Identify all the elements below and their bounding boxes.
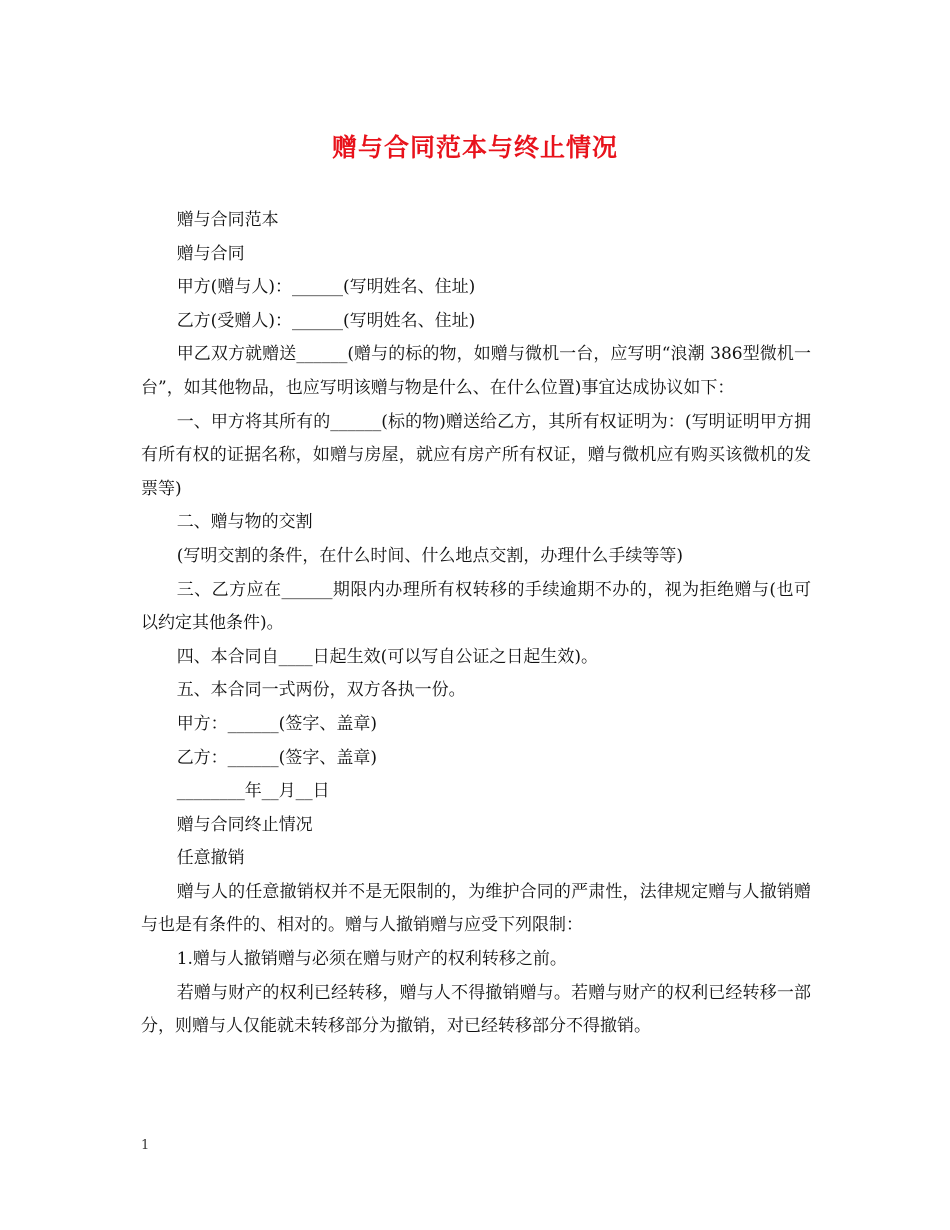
document-body xyxy=(141,204,811,1044)
paragraph-sign-party-b: 乙方：______(签字、盖章) xyxy=(176,747,377,768)
paragraph-clause-2-heading: 二、赠与物的交割 xyxy=(176,512,313,533)
paragraph-revocation-body: 赠与人的任意撤销权并不是无限制的，为维护合同的严肃性，法律规定赠与人撤销赠与也是有条件的、相对的。赠与人撤销赠与应受下列限制： xyxy=(141,881,811,936)
document-title: 赠与合同范本与终止情况 xyxy=(331,133,618,162)
paragraph-sign-party-a: 甲方：______(签字、盖章) xyxy=(176,713,377,734)
paragraph-revocation-heading: 任意撤销 xyxy=(176,848,245,869)
paragraph-restriction-1: 1.赠与人撤销赠与必须在赠与财产的权利转移之前。 xyxy=(176,949,567,970)
paragraph-contract-heading: 赠与合同 xyxy=(176,243,245,264)
paragraph-clause-4: 四、本合同自____日起生效(可以写自公证之日起生效)。 xyxy=(176,646,598,667)
paragraph-party-a: 甲方(赠与人)：______(写明姓名、住址) xyxy=(176,277,476,298)
paragraph-restriction-1-detail: 若赠与财产的权利已经转移，赠与人不得撤销赠与。若赠与财产的权利已经转移一部分，则赠与人仅能就未转移部分为撤销，对已经转移部分不得撤销。 xyxy=(141,982,811,1037)
paragraph-clause-5: 五、本合同一式两份，双方各执一份。 xyxy=(176,680,466,701)
paragraph-clause-1: 一、甲方将其所有的______(标的物)赠送给乙方，其所有权证明为：(写明证明甲方拥有所有权的证据名称，如赠与房屋，就应有房产所有权证，赠与微机应有购买该微机的发票等) xyxy=(141,411,811,499)
paragraph-termination-heading: 赠与合同终止情况 xyxy=(176,814,313,835)
paragraph-template-heading: 赠与合同范本 xyxy=(176,210,279,230)
paragraph-date-line: ________年__月__日 xyxy=(176,781,330,802)
paragraph-clause-2-body: (写明交割的条件，在什么时间、什么地点交割，办理什么手续等等) xyxy=(176,545,683,566)
paragraph-clause-3: 三、乙方应在______期限内办理所有权转移的手续逾期不办的，视为拒绝赠与(也可以约定其他条件)。 xyxy=(141,579,811,634)
page-number: 1 xyxy=(141,1138,150,1153)
paragraph-agreement-intro: 甲乙双方就赠送______(赠与的标的物，如赠与微机一台，应写明“浪潮 386型微机一台”，如其他物品，也应写明该赠与物是什么、在什么位置)事宜达成协议如下： xyxy=(141,344,811,398)
paragraph-party-b: 乙方(受赠人)：______(写明姓名、住址) xyxy=(176,310,476,331)
